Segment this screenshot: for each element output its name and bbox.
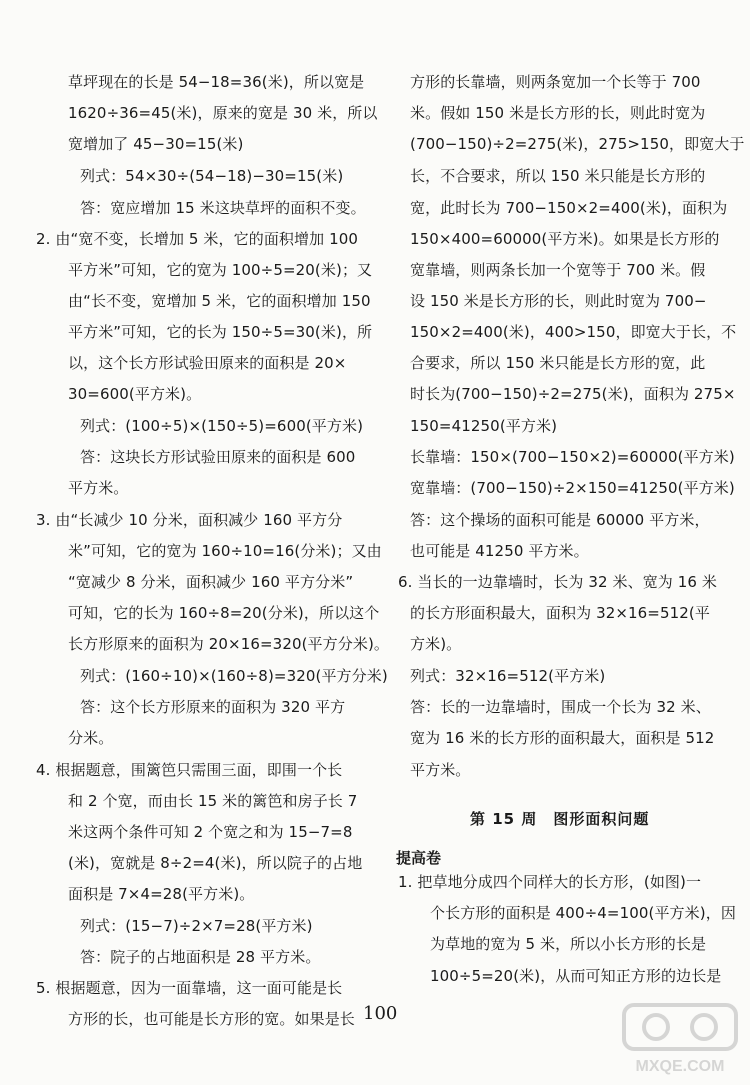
text-line: 宽靠墙：(700−150)÷2×150=41250(平方米) bbox=[410, 479, 735, 497]
text-line: 可知，它的长为 160÷8=20(分米)，所以这个 bbox=[68, 604, 380, 622]
text-line: “宽减少 8 分米，面积减少 160 平方分米” bbox=[68, 573, 354, 591]
text-line: 面积是 7×4=28(平方米)。 bbox=[68, 885, 255, 903]
text-line: 150×2=400(米)，400>150，即宽大于长，不 bbox=[410, 323, 737, 341]
text-line: 方米)。 bbox=[410, 635, 462, 653]
text-line: 150=41250(平方米) bbox=[410, 417, 558, 435]
text-line: 宽靠墙，则两条长加一个宽等于 700 米。假 bbox=[410, 261, 706, 279]
text-line: 答：院子的占地面积是 28 平方米。 bbox=[80, 948, 321, 966]
text-line: 宽，此时长为 700−150×2=400(米)，面积为 bbox=[410, 199, 728, 217]
text-line: 1620÷36=45(米)，原来的宽是 30 米，所以 bbox=[68, 104, 378, 122]
text-line: 答：长的一边靠墙时，围成一个长为 32 米、 bbox=[410, 698, 711, 716]
text-line: 平方米。 bbox=[410, 761, 471, 779]
text-line: 6. 当长的一边靠墙时，长为 32 米、宽为 16 米 bbox=[398, 573, 718, 591]
text-line: 和 2 个宽，而由长 15 米的篱笆和房子长 7 bbox=[68, 792, 358, 810]
text-line: 列式：32×16=512(平方米) bbox=[410, 667, 606, 685]
text-line: 150×400=60000(平方米)。如果是长方形的 bbox=[410, 230, 720, 248]
text-line: 合要求，所以 150 米只能是长方形的宽，此 bbox=[410, 354, 706, 372]
text-line: 宽增加了 45−30=15(米) bbox=[68, 135, 244, 153]
text-line: 平方米。 bbox=[68, 479, 129, 497]
text-line: 平方米”可知，它的宽为 100÷5=20(米)；又 bbox=[68, 261, 373, 279]
text-line: 列式：(160÷10)×(160÷8)=320(平方分米) bbox=[80, 667, 388, 685]
text-line: 由“长不变，宽增加 5 米，它的面积增加 150 bbox=[68, 292, 371, 310]
text-line: 列式：(15−7)÷2×7=28(平方米) bbox=[80, 917, 313, 935]
text-line: 分米。 bbox=[68, 729, 114, 747]
text-line: 答：宽应增加 15 米这块草坪的面积不变。 bbox=[80, 199, 366, 217]
text-line: 4. 根据题意，围篱笆只需围三面，即围一个长 bbox=[36, 761, 343, 779]
text-line: 米这两个条件可知 2 个宽之和为 15−7=8 bbox=[68, 823, 353, 841]
text-line: 长，不合要求，所以 150 米只能是长方形的 bbox=[410, 167, 706, 185]
text-line: 方形的长靠墙，则两条宽加一个长等于 700 bbox=[410, 73, 701, 91]
page-number: 100 bbox=[363, 1003, 398, 1024]
text-line: (米)，宽就是 8÷2=4(米)，所以院子的占地 bbox=[68, 854, 363, 872]
text-line: 平方米”可知，它的长为 150÷5=30(米)，所 bbox=[68, 323, 373, 341]
text-line: 草坪现在的长是 54−18=36(米)，所以宽是 bbox=[68, 73, 365, 91]
text-line: 米。假如 150 米是长方形的长，则此时宽为 bbox=[410, 104, 706, 122]
text-line: 以，这个长方形试验田原来的面积是 20× bbox=[68, 354, 347, 372]
text-line: 长靠墙：150×(700−150×2)=60000(平方米) bbox=[410, 448, 735, 466]
week-title: 第 15 周 图形面积问题 bbox=[470, 810, 650, 828]
text-line: 宽为 16 米的长方形的面积最大，面积是 512 bbox=[410, 729, 715, 747]
text-line: 3. 由“长减少 10 分米，面积减少 160 平方分 bbox=[36, 511, 343, 529]
text-line: 的长方形面积最大，面积为 32×16=512(平 bbox=[410, 604, 710, 622]
text-line: 答：这个长方形原来的面积为 320 平方 bbox=[80, 698, 346, 716]
text-line: 2. 由“宽不变，长增加 5 米，它的面积增加 100 bbox=[36, 230, 359, 248]
text-line: 为草地的宽为 5 米，所以小长方形的长是 bbox=[430, 935, 707, 953]
text-line: 长方形原来的面积为 20×16=320(平方分米)。 bbox=[68, 635, 390, 653]
text-line: 个长方形的面积是 400÷4=100(平方米)，因 bbox=[430, 904, 736, 922]
text-line: 方形的长，也可能是长方形的宽。如果是长 bbox=[68, 1010, 355, 1028]
text-line: 答：这块长方形试验田原来的面积是 600 bbox=[80, 448, 356, 466]
text-line: 列式：54×30÷(54−18)−30=15(米) bbox=[80, 167, 344, 185]
text-line: 5. 根据题意，因为一面靠墙，这一面可能是长 bbox=[36, 979, 343, 997]
watermark-logo bbox=[616, 1001, 744, 1079]
text-line: 答：这个操场的面积可能是 60000 平方米， bbox=[410, 511, 710, 529]
text-line: 也可能是 41250 平方米。 bbox=[410, 542, 589, 560]
svg-text:MXQE.COM: MXQE.COM bbox=[635, 1058, 725, 1075]
text-line: 30=600(平方米)。 bbox=[68, 385, 202, 403]
text-line: 米”可知，它的宽为 160÷10=16(分米)；又由 bbox=[68, 542, 382, 560]
text-line: 列式：(100÷5)×(150÷5)=600(平方米) bbox=[80, 417, 364, 435]
text-line: 设 150 米是长方形的长，则此时宽为 700− bbox=[410, 292, 707, 310]
text-line: (700−150)÷2=275(米)，275>150，即宽大于 bbox=[410, 135, 745, 153]
text-line: 100÷5=20(米)，从而可知正方形的边长是 bbox=[430, 967, 722, 985]
text-line: 1. 把草地分成四个同样大的长方形，(如图)一 bbox=[398, 873, 702, 891]
text-line: 时长为(700−150)÷2=275(米)，面积为 275× bbox=[410, 385, 736, 403]
section-label: 提高卷 bbox=[396, 849, 442, 867]
